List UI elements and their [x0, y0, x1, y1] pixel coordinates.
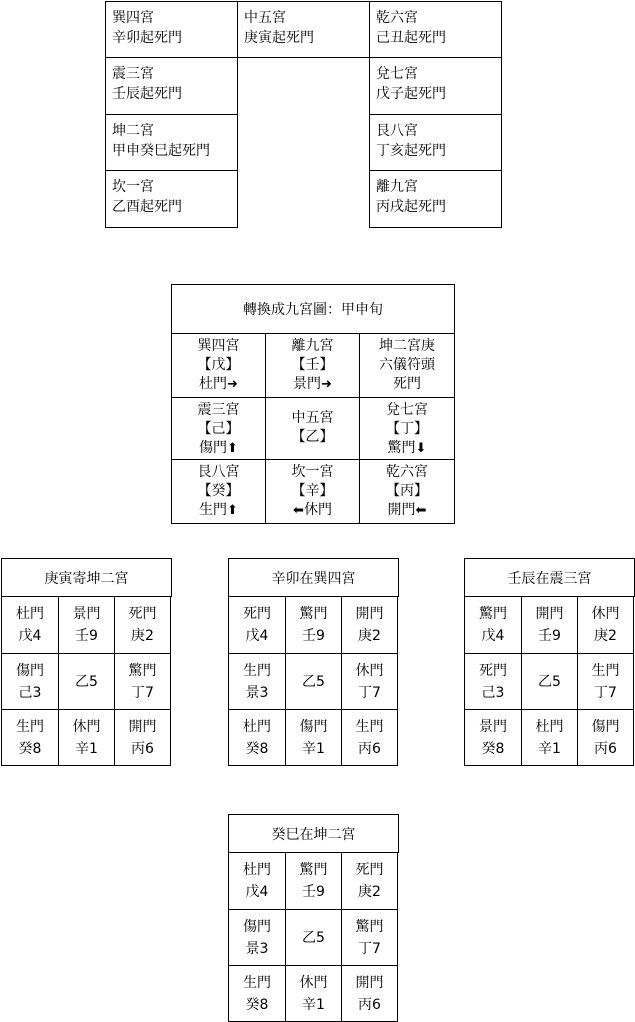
small-grid-cell: [58, 653, 115, 710]
small-grid-cell-text: 休門: [72, 718, 101, 735]
small-grid-cell-text: 傷門: [243, 918, 271, 935]
small-grid-cell-text: 生門: [243, 662, 271, 679]
small-grid-cell-text: 己3: [18, 684, 42, 701]
small-grid-cell: [1, 653, 59, 710]
arrow-down-icon: ⬇: [415, 441, 427, 456]
small-grid-cell-text: 死門: [243, 606, 271, 622]
grid-cell-text: 杜門: [199, 376, 228, 392]
small-grid-cell: [285, 709, 342, 766]
grid-cell-line: 坤二宮庚: [379, 338, 435, 354]
small-grid-title: 庚寅寄坤二宮: [1, 558, 172, 597]
grid-cell-line: [172, 375, 265, 394]
cell-rule: 辛卯起死門: [112, 30, 182, 46]
small-grid-cell-text: 開門: [128, 718, 157, 735]
cell-palace: 震三宮: [112, 66, 154, 82]
grid-cell-text: 開門: [387, 502, 416, 518]
arrow-right-icon: ➜: [227, 377, 238, 392]
small-grid-title: 辛卯在巽四宮: [228, 558, 399, 597]
grid-cell-text: 驚門: [387, 440, 416, 456]
table-cell-qian6: [369, 1, 502, 58]
small-grid-cell: [341, 852, 398, 910]
small-grid-cell-text: 庚2: [131, 628, 154, 644]
cell-rule: 庚寅起死門: [244, 30, 314, 46]
grid-cell-line: 兌七宮: [386, 402, 428, 418]
small-grid-cell-text: 辛1: [75, 740, 98, 757]
small-grid-title: 癸巳在坤二宮: [228, 814, 399, 853]
small-grid-cell: [114, 653, 171, 710]
small-grid-cell-text: 休門: [355, 662, 384, 679]
grid-cell: [359, 459, 455, 524]
small-grid-cell-text: 杜門: [535, 718, 564, 735]
small-grid-cell-text: 乙5: [538, 673, 561, 690]
small-grid-cell: [58, 709, 115, 766]
small-grid-cell-text: 癸8: [18, 740, 42, 757]
small-grid-cell-text: 戊4: [18, 628, 42, 644]
table-cell-gen8: [369, 114, 502, 171]
table-cell-xun4: [105, 1, 238, 58]
grid-cell-line: 死門: [393, 376, 421, 392]
small-grid-cell-text: 景3: [245, 940, 269, 957]
grid-cell-line: [360, 501, 454, 520]
arrow-right-icon: ➜: [321, 377, 332, 392]
small-grid-cell: [341, 709, 398, 766]
grid-cell: [359, 397, 455, 460]
cell-palace: 坤二宮: [112, 123, 154, 139]
small-grid-cell: [114, 596, 171, 654]
small-grid-cell: [341, 909, 398, 966]
grid-cell-line: 巽四宮: [197, 338, 240, 354]
small-grid-cell-text: 丙6: [594, 740, 617, 757]
small-grid-cell: [114, 709, 171, 766]
small-grid-title: 壬辰在震三宮: [464, 558, 635, 597]
small-grid-cell-text: 壬9: [75, 628, 98, 644]
grid-cell: [265, 333, 360, 398]
small-grid-cell: [228, 909, 286, 966]
small-grid-cell-text: 傷門: [16, 662, 44, 679]
grid-cell-line: 艮八宮: [197, 464, 240, 480]
small-grid-cell-text: 開門: [355, 606, 384, 622]
small-grid-cell-text: 開門: [355, 974, 384, 991]
small-grid-cell-text: 庚2: [358, 628, 381, 644]
grid-cell-line: 【戊】: [197, 357, 240, 373]
small-grid-cell-text: 丙6: [131, 740, 154, 757]
small-grid-cell-text: 杜門: [16, 606, 44, 622]
grid-cell-line: 中五宮: [291, 410, 334, 426]
small-grid-cell-text: 丁7: [131, 684, 154, 701]
small-grid-cell: [521, 709, 578, 766]
small-grid-cell-text: 景門: [72, 606, 101, 622]
cell-palace: 巽四宮: [112, 10, 154, 26]
grid-cell-text: 傷門: [199, 440, 228, 456]
small-grid-cell: [228, 709, 286, 766]
small-grid-cell-text: 戊4: [481, 628, 505, 644]
small-grid-cell-text: 死門: [355, 862, 384, 878]
small-grid-cell-text: 生門: [16, 718, 44, 735]
grid-cell-text: 景門: [293, 376, 322, 392]
small-grid-cell-text: 庚2: [594, 628, 617, 644]
grid-cell-line: 坎一宮: [291, 464, 334, 480]
small-grid-cell-text: 杜門: [243, 718, 271, 735]
small-grid-cell-text: 景門: [479, 718, 507, 735]
small-grid-cell-text: 辛1: [538, 740, 561, 757]
small-grid-cell: [464, 596, 522, 654]
small-grid-cell-text: 乙5: [75, 673, 98, 690]
small-grid-cell-text: 生門: [355, 718, 384, 735]
grid-cell-line: [172, 439, 265, 458]
cell-rule: 乙酉起死門: [112, 199, 182, 215]
small-grid-cell-text: 驚門: [299, 862, 328, 878]
small-grid-cell-text: 驚門: [299, 606, 328, 622]
small-grid-cell-text: 壬9: [538, 628, 561, 644]
small-grid-cell: [577, 596, 634, 654]
table-cell-kan1: [105, 170, 238, 228]
grid-cell: [171, 459, 266, 524]
small-grid-cell: [285, 852, 342, 910]
small-grid-cell-text: 景3: [245, 684, 269, 701]
small-grid-cell-text: 乙5: [302, 929, 325, 946]
grid-cell-line: [360, 439, 454, 458]
small-grid-cell-text: 乙5: [302, 673, 325, 690]
grid-cell: [265, 459, 360, 524]
cell-rule: 己丑起死門: [376, 30, 446, 46]
small-grid-cell-text: 杜門: [243, 862, 271, 878]
small-grid-cell-text: 壬9: [302, 884, 325, 900]
small-grid-cell-text: 生門: [591, 662, 620, 679]
small-grid-cell-text: 癸8: [481, 740, 505, 757]
cell-rule: 甲申癸巳起死門: [112, 143, 210, 159]
small-grid-cell-text: 丙6: [358, 996, 381, 1013]
small-grid-cell-text: 驚門: [479, 606, 507, 622]
cell-rule: 丁亥起死門: [376, 143, 446, 159]
grid-cell: [265, 397, 360, 460]
small-grid-cell: [341, 653, 398, 710]
arrow-up-icon: ⬆: [227, 503, 238, 518]
grid-cell-line: 【丁】: [386, 421, 428, 437]
small-grid-cell: [1, 709, 59, 766]
grid-cell-line: 【癸】: [197, 483, 240, 499]
grid-cell: [171, 333, 266, 398]
small-grid-cell-text: 休門: [299, 974, 328, 991]
small-grid-cell: [464, 709, 522, 766]
small-grid-cell: [341, 596, 398, 654]
small-grid-cell: [58, 596, 115, 654]
small-grid-cell: [577, 653, 634, 710]
small-grid-cell-text: 辛1: [302, 740, 325, 757]
small-grid-cell-text: 驚門: [128, 662, 157, 679]
small-grid-cell: [228, 653, 286, 710]
grid-cell: [171, 397, 266, 460]
small-grid-cell-text: 壬9: [302, 628, 325, 644]
small-grid-cell: [577, 709, 634, 766]
table-cell-li9: [369, 170, 502, 228]
grid-cell-line: 【己】: [197, 421, 240, 437]
small-grid-cell-text: 己3: [481, 684, 505, 701]
table-cell-zhen3: [105, 57, 238, 115]
arrow-left-icon: ⬅: [293, 503, 304, 518]
grid-cell-line: 【丙】: [386, 483, 428, 499]
grid-cell-line: [266, 501, 359, 520]
small-grid-cell-text: 丙6: [358, 740, 381, 757]
grid-cell-text: 生門: [199, 502, 228, 518]
cell-palace: 離九宮: [376, 179, 418, 195]
small-grid-cell: [285, 653, 342, 710]
cell-rule: 丙戌起死門: [376, 199, 446, 215]
grid-cell-line: 六儀符頭: [379, 357, 435, 373]
cell-palace: 兌七宮: [376, 66, 418, 82]
grid-cell-line: 乾六宮: [386, 464, 428, 480]
small-grid-cell-text: 生門: [243, 974, 271, 991]
small-grid-cell: [521, 653, 578, 710]
table-cell-dui7: [369, 57, 502, 115]
cell-palace: 坎一宮: [112, 179, 154, 195]
grid-cell-line: 【乙】: [291, 429, 334, 445]
arrow-up-icon: ⬆: [227, 441, 238, 456]
small-grid-cell-text: 死門: [128, 606, 157, 622]
grid-cell-line: 【壬】: [291, 357, 334, 373]
table-cell-zhong5: [237, 1, 370, 58]
small-grid-cell-text: 丁7: [358, 684, 381, 701]
small-grid-cell: [228, 596, 286, 654]
cell-rule: 壬辰起死門: [112, 86, 182, 102]
small-grid-cell: [1, 596, 59, 654]
small-grid-cell: [228, 852, 286, 910]
small-grid-cell: [341, 965, 398, 1022]
grid-cell-line: [172, 501, 265, 520]
small-grid-cell: [285, 909, 342, 966]
small-grid-cell-text: 傷門: [591, 718, 620, 735]
grid-cell-text: 休門: [303, 502, 332, 518]
small-grid-cell-text: 傷門: [299, 718, 328, 735]
grid-cell-line: 離九宮: [291, 338, 334, 354]
grid-cell-line: [266, 375, 359, 394]
small-grid-cell-text: 丁7: [358, 940, 381, 957]
small-grid-cell: [521, 596, 578, 654]
grid-title: 轉換成九宮圖：甲申旬: [171, 284, 455, 334]
small-grid-cell: [285, 596, 342, 654]
cell-rule: 戊子起死門: [376, 86, 446, 102]
small-grid-cell-text: 癸8: [245, 740, 269, 757]
small-grid-cell-text: 驚門: [355, 918, 384, 935]
small-grid-cell-text: 戊4: [245, 884, 269, 900]
arrow-left-icon: ⬅: [415, 503, 427, 518]
cell-palace: 艮八宮: [376, 123, 418, 139]
table-cell-kun2: [105, 114, 238, 171]
small-grid-cell-text: 庚2: [358, 884, 381, 900]
grid-cell-line: 【辛】: [291, 483, 334, 499]
small-grid-cell-text: 開門: [535, 606, 564, 622]
small-grid-cell-text: 死門: [479, 662, 507, 679]
small-grid-cell-text: 癸8: [245, 996, 269, 1013]
cell-palace: 中五宮: [244, 10, 286, 26]
small-grid-cell-text: 戊4: [245, 628, 269, 644]
small-grid-cell: [228, 965, 286, 1022]
cell-palace: 乾六宮: [376, 10, 418, 26]
small-grid-cell-text: 休門: [591, 606, 620, 622]
small-grid-cell-text: 辛1: [302, 996, 325, 1013]
grid-cell-line: 震三宮: [197, 402, 240, 418]
grid-cell: [359, 333, 455, 398]
small-grid-cell: [285, 965, 342, 1022]
small-grid-cell: [464, 653, 522, 710]
small-grid-cell-text: 丁7: [594, 684, 617, 701]
